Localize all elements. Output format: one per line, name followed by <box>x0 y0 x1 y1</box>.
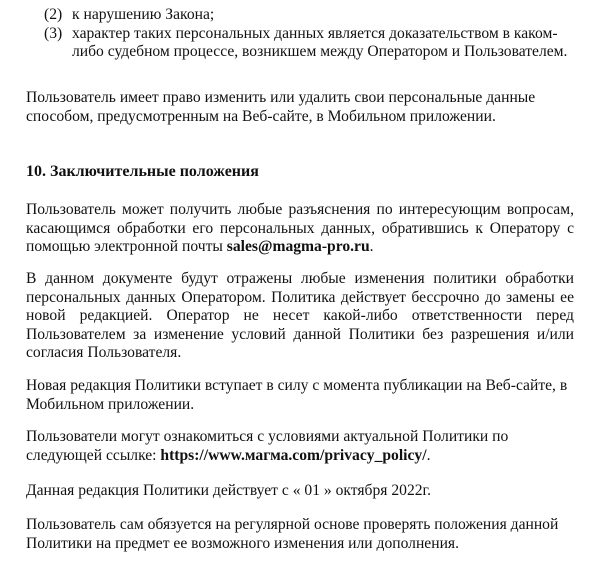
paragraph-link <box>26 428 574 465</box>
link-tail: . <box>426 446 431 464</box>
paragraph-effective-date: Данная редакция Политики действует с « 01 » октября 2022г. <box>26 482 432 499</box>
paragraph-change-delete: Пользователь имеет право изменить или удалить свои персональные данные способом, предусмотренным на Веб-сайте, в Мобильном приложении. <box>26 89 536 125</box>
list-number: (2) <box>44 6 63 23</box>
paragraph-obligation: Пользователь сам обязуется на регулярной основе проверять положения данной Политики на предмет ее возможного изменения или дополнения. <box>26 516 559 552</box>
contact-email[interactable]: sales@magma-pro.ru <box>226 238 370 255</box>
paragraph-clarification <box>26 201 574 257</box>
section-heading: 10. Заключительные положения <box>26 163 259 180</box>
clarification-tail: . <box>369 238 374 255</box>
list-text: к нарушению Закона; <box>72 6 215 23</box>
paragraph-new-edition: Новая редакция Политики вступает в силу с момента публикации на Веб-сайте, в Мобильном приложении. <box>26 377 568 413</box>
link-intro-text: Пользователи могут ознакомиться с условиями актуальной Политики по следующей ссылке: <box>26 428 509 464</box>
policy-link[interactable]: https://www.магма.com/privacy_policy/ <box>160 446 427 464</box>
paragraph-changes: В данном документе будут отражены любые изменения политики обработки персональных данных Оператором. Политика действует бессрочно до замены ее новой редакцией. Оператор не несет какой-либо ответственности перед Пользователем за изменение условий данной Политики без разрешения и/или согласия Пользователя. <box>26 270 574 361</box>
clarification-text: Пользователь может получить любые разъяснения по интересующим вопросам, касающимся обработки его персональных данных, обратившись к Оператору с помощью электронной почты <box>26 201 574 255</box>
list-text: характер таких персональных данных является доказательством в каком-либо судебном процессе, возникшем между Оператором и Пользователем. <box>72 24 568 60</box>
list-item-2 <box>44 6 574 25</box>
list-number: (3) <box>44 24 63 42</box>
list-item-3 <box>44 25 574 62</box>
